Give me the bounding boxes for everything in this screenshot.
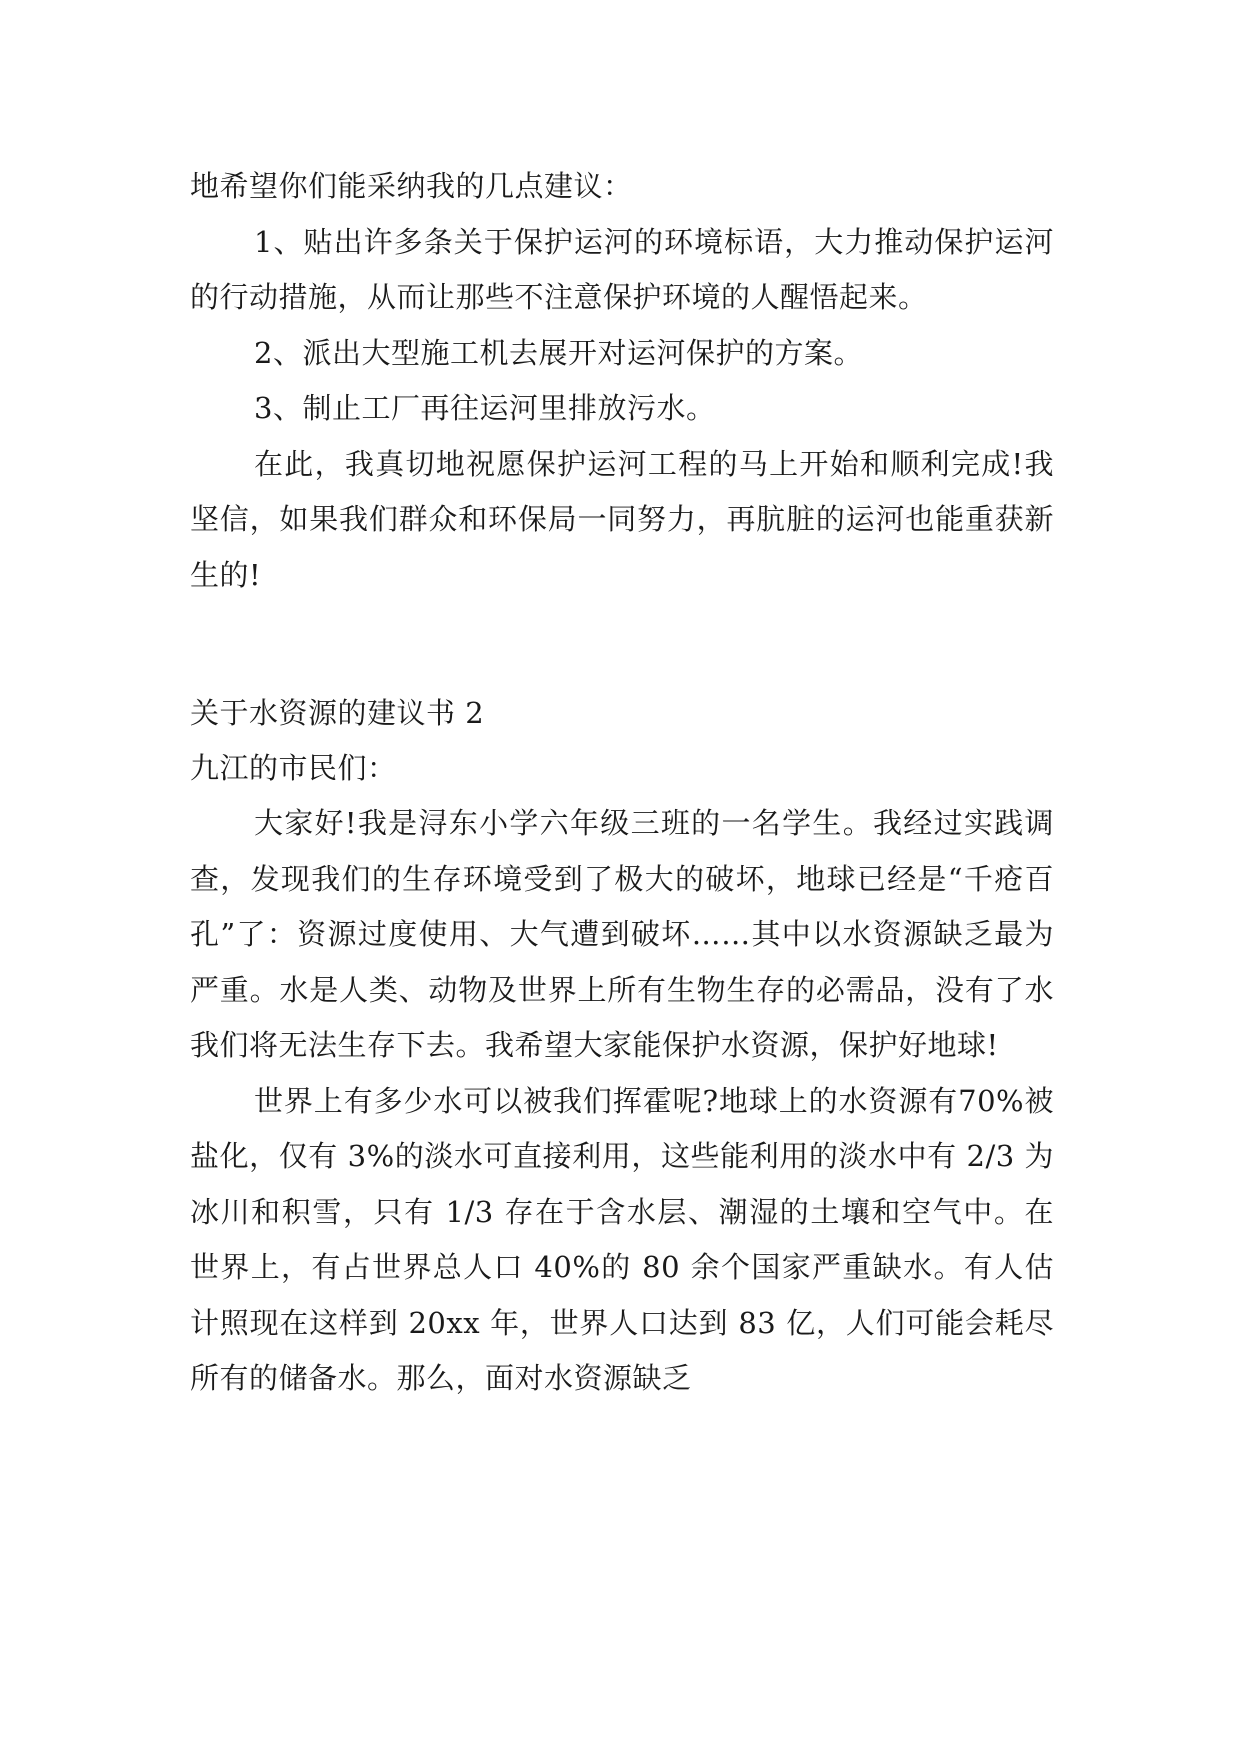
suggestion-2: 2、派出大型施工机去展开对运河保护的方案。 — [254, 335, 863, 370]
suggestion-intro: 地希望你们能采纳我的几点建议： — [190, 169, 633, 203]
closing-paragraph: 在此，我真切地祝愿保护运河工程的马上开始和顺利完成!我坚信，如果我们群众和环保局一同努力，再肮脏的运河也能重获新生的! — [190, 446, 1054, 592]
letter-title: 关于水资源的建议书 2 — [190, 696, 485, 730]
suggestion-1: 1、贴出许多条关于保护运河的环境标语，大力推动保护运河的行动措施，从而让那些不注意保护环境的人醒悟起来。 — [190, 224, 1054, 314]
letter-salutation: 九江的市民们： — [190, 751, 397, 785]
suggestion-3: 3、制止工厂再往运河里排放污水。 — [254, 391, 716, 425]
second-letter — [190, 686, 1054, 1407]
letter-continuation — [190, 159, 1054, 603]
body-paragraph-2: 世界上有多少水可以被我们挥霍呢?地球上的水资源有70%被盐化，仅有 3%的淡水可直接利用，这些能利用的淡水中有 2/3 为冰川和积雪，只有 1/3 存在于含水层、潮湿的土壤和空气中。在世界上，有占世界总人口 40%的 80 余个国家严重缺水。有人估计照现在这样到 20xx 年，世界人口达到 83 亿，人们可能会耗尽所有的储备水。那么，面对水资源缺乏 — [190, 1083, 1054, 1395]
body-paragraph-1: 大家好!我是浔东小学六年级三班的一名学生。我经过实践调查，发现我们的生存环境受到了极大的破坏，地球已经是“千疮百孔”了：资源过度使用、大气遭到破坏……其中以水资源缺乏最为严重。水是人类、动物及世界上所有生物生存的必需品，没有了水我们将无法生存下去。我希望大家能保护水资源，保护好地球! — [190, 806, 1054, 1062]
